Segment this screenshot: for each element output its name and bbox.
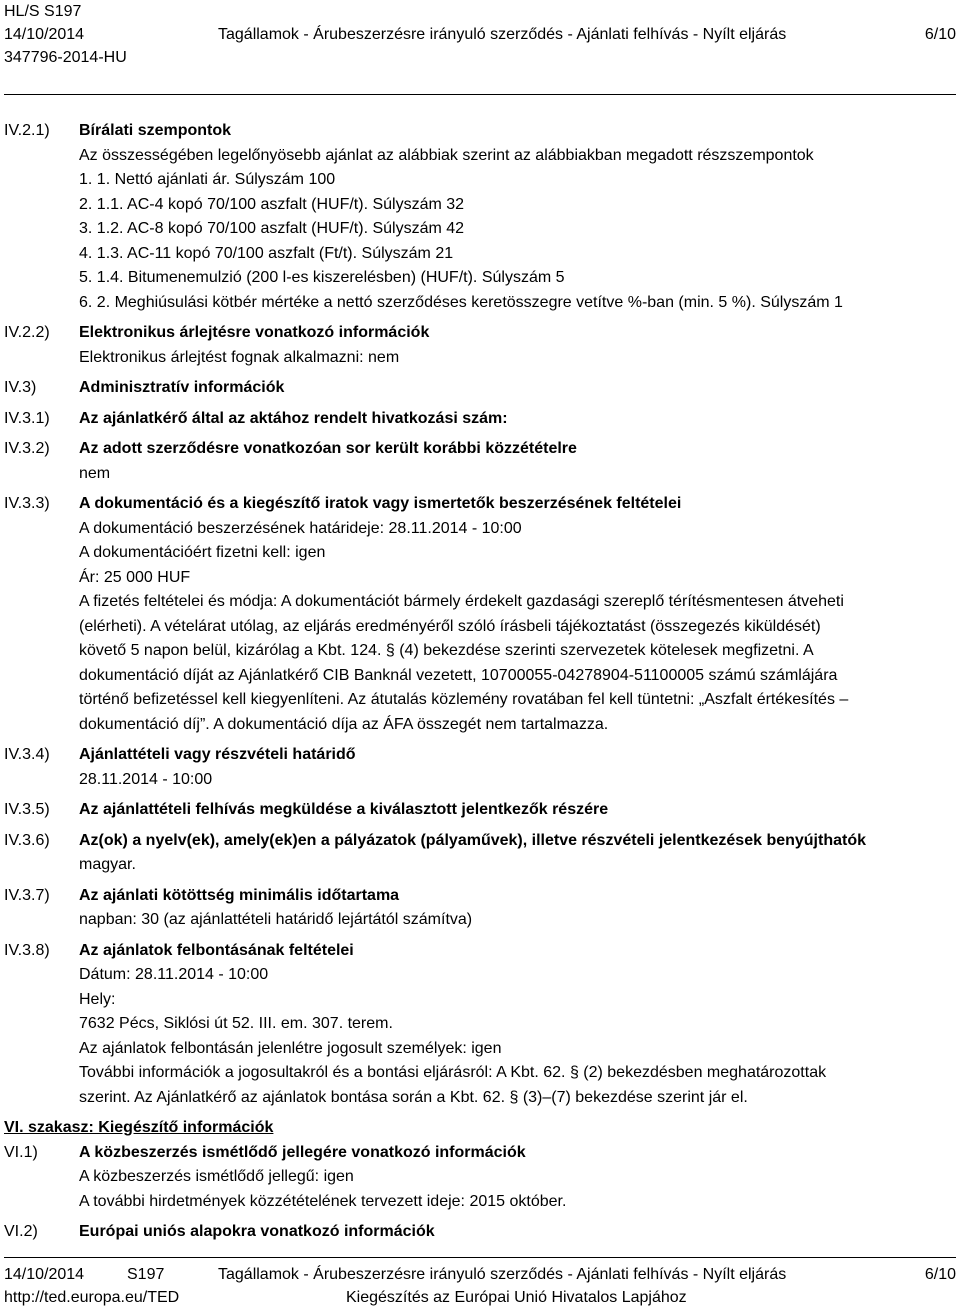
section-text-line: A dokumentáció beszerzésének határideje: 28.11.2014 - 10:00 xyxy=(79,519,522,537)
footer-divider xyxy=(4,1257,956,1258)
section-heading: Az ajánlatkérő által az aktához rendelt hivatkozási szám: xyxy=(79,409,508,427)
section-body xyxy=(79,492,956,737)
header-date: 14/10/2014 xyxy=(4,26,85,43)
header-ref: 347796-2014-HU xyxy=(4,49,127,66)
section-iv-3-6 xyxy=(4,829,956,878)
section-number: IV.3.1) xyxy=(4,409,50,427)
header-left xyxy=(4,0,127,69)
section-text-line: Dátum: 28.11.2014 - 10:00 xyxy=(79,966,269,983)
section-text-line: Az ajánlatok felbontásán jelenlétre jogosult személyek: igen xyxy=(79,1039,502,1057)
section-heading: Az ajánlattételi felhívás megküldése a kiválasztott jelentkezők részére xyxy=(79,801,609,818)
section-text-line: Elektronikus árlejtést fognak alkalmazni: nem xyxy=(79,348,400,366)
section-text-line: (elérheti). A vételárat utólag, az eljárás eredményéről szóló írásbeli tájékoztatást (összegezés kiküldését) xyxy=(79,617,821,635)
section-text-line: 3. 1.2. AC-8 kopó 70/100 aszfalt (HUF/t). Súlyszám 42 xyxy=(79,220,465,237)
page-header xyxy=(4,0,956,70)
section-text-line: A fizetés feltételei és módja: A dokumentációt bármely érdekelt gazdasági szereplő térítésmentesen átveheti xyxy=(79,593,844,610)
section-number: VI.2) xyxy=(4,1223,38,1240)
section-number: IV.3.7) xyxy=(4,886,50,904)
section-text-line: dokumentáció díj”. A dokumentáció díja az ÁFA összegét nem tartalmazza. xyxy=(79,715,609,733)
section-body xyxy=(79,939,956,1111)
section-body xyxy=(79,119,956,315)
header-page-number: 6/10 xyxy=(924,26,956,43)
section-text-line: A közbeszerzés ismétlődő jellegű: igen xyxy=(79,1168,354,1185)
section-body xyxy=(79,407,956,432)
section-number: IV.3.8) xyxy=(4,941,50,959)
section-body xyxy=(79,829,956,878)
section-heading: Az ajánlati kötöttség minimális időtartama xyxy=(79,886,400,904)
header-divider xyxy=(4,94,956,95)
section-iv-2-1 xyxy=(4,119,956,315)
footer-subtitle: Kiegészítés az Európai Unió Hivatalos Lapjához xyxy=(346,1289,687,1306)
section-heading: Európai uniós alapokra vonatkozó információk xyxy=(79,1223,435,1240)
section-text-line: 6. 2. Meghiúsulási kötbér mértéke a nettó szerződéses keretösszegre vetítve %-ban (min. 5 %). Súlyszám 1 xyxy=(79,293,843,311)
section-text-line: További információk a jogosultakról és a bontási eljárásról: A Kbt. 62. § (2) bekezdésben meghatározottak xyxy=(79,1064,827,1081)
section-number: IV.3.4) xyxy=(4,746,50,763)
section-heading: Elektronikus árlejtésre vonatkozó információk xyxy=(79,324,430,341)
footer-title: Tagállamok - Árubeszerzésre irányuló szerződés - Ajánlati felhívás - Nyílt eljárás xyxy=(218,1266,787,1283)
section-text-line: Az összességében legelőnyösebb ajánlat az alábbiak szerint az alábbiakban megadott részszempontok xyxy=(79,146,814,164)
section-text-line: A dokumentációért fizetni kell: igen xyxy=(79,544,326,561)
section-number: IV.3) xyxy=(4,379,37,396)
footer-page-number: 6/10 xyxy=(924,1266,956,1283)
section-iv-3-5 xyxy=(4,798,956,823)
section-text-line: magyar. xyxy=(79,856,136,873)
section-text-line: napban: 30 (az ajánlattételi határidő lejártától számítva) xyxy=(79,911,473,928)
footer-date: 14/10/2014 xyxy=(4,1266,85,1283)
footer-series: S197 xyxy=(127,1266,165,1283)
section-number: IV.3.5) xyxy=(4,801,50,818)
section-heading: Ajánlattételi vagy részvételi határidő xyxy=(79,746,356,763)
section-text-line: 7632 Pécs, Siklósi út 52. III. em. 307. terem. xyxy=(79,1015,393,1032)
section-vi-2 xyxy=(4,1220,956,1245)
section-text-line: Ár: 25 000 HUF xyxy=(79,568,191,586)
header-doc-id: HL/S S197 xyxy=(4,3,82,20)
section-iv-3-4 xyxy=(4,743,956,792)
section-iv-2-2 xyxy=(4,321,956,370)
section-text-line: 28.11.2014 - 10:00 xyxy=(79,770,213,788)
section-text-line: nem xyxy=(79,464,111,482)
section-body xyxy=(79,376,956,401)
footer-url[interactable]: http://ted.europa.eu/TED xyxy=(4,1289,180,1306)
section-number: IV.3.3) xyxy=(4,495,50,512)
section-body xyxy=(79,321,956,370)
section-body xyxy=(79,743,956,792)
section-body xyxy=(79,798,956,823)
section-heading: Az adott szerződésre vonatkozóan sor került korábbi közzétételre xyxy=(79,440,577,457)
section-iv-3-8 xyxy=(4,939,956,1111)
document-body xyxy=(4,119,956,1251)
section-iv-3 xyxy=(4,376,956,401)
section-iv-3-2 xyxy=(4,437,956,486)
section-number: VI.1) xyxy=(4,1143,38,1161)
section-iv-3-3 xyxy=(4,492,956,737)
section-body xyxy=(79,884,956,933)
section-heading: Bírálati szempontok xyxy=(79,122,232,139)
section-text-line: 2. 1.1. AC-4 kopó 70/100 aszfalt (HUF/t). Súlyszám 32 xyxy=(79,195,465,213)
section-heading: A közbeszerzés ismétlődő jellegére vonatkozó információk xyxy=(79,1143,526,1161)
section-heading: Adminisztratív információk xyxy=(79,379,285,396)
section-text-line: szerint. Az Ajánlatkérő az ajánlatok bontása során a Kbt. 62. § (3)–(7) bekezdése szerint jár el. xyxy=(79,1088,748,1106)
section-text-line: 4. 1.3. AC-11 kopó 70/100 aszfalt (Ft/t). Súlyszám 21 xyxy=(79,244,454,262)
section-text-line: 5. 1.4. Bitumenemulzió (200 l-es kiszerelésben) (HUF/t). Súlyszám 5 xyxy=(79,269,565,286)
section-text-line: 1. 1. Nettó ajánlati ár. Súlyszám 100 xyxy=(79,171,336,188)
section-heading: Az ajánlatok felbontásának feltételei xyxy=(79,941,354,959)
section-heading: A dokumentáció és a kiegészítő iratok vagy ismertetők beszerzésének feltételei xyxy=(79,495,682,512)
section-body xyxy=(79,437,956,486)
section-body xyxy=(79,1220,956,1245)
section-vi-1 xyxy=(4,1141,956,1215)
section-iv-3-1 xyxy=(4,407,956,432)
section-heading: Az(ok) a nyelv(ek), amely(ek)en a pályázatok (pályaművek), illetve részvételi jelentkezések benyújthatók xyxy=(79,831,866,849)
section-number: IV.3.6) xyxy=(4,831,50,849)
section-text-line: dokumentáció díját az Ajánlatkérő CIB Banknál vezetett, 10700055-04278904-51100005 számú számlájára xyxy=(79,666,838,684)
part-title: VI. szakasz: Kiegészítő információk xyxy=(4,1119,274,1136)
section-number: IV.3.2) xyxy=(4,440,50,457)
section-number: IV.2.2) xyxy=(4,324,50,341)
section-text-line: A további hirdetmények közzétételének tervezett ideje: 2015 október. xyxy=(79,1192,567,1210)
header-title: Tagállamok - Árubeszerzésre irányuló szerződés - Ajánlati felhívás - Nyílt eljárás xyxy=(218,26,787,43)
section-text-line: Hely: xyxy=(79,990,116,1008)
section-text-line: követő 5 napon belül, kizárólag a Kbt. 124. § (4) bekezdése szerinti szervezetek kötelesek megfizetni. A xyxy=(79,642,814,659)
section-text-line: történő befizetéssel kell kiegyenlíteni. Az átutalás közlemény rovatában fel kell tüntetni: „Aszfalt értékesítés – xyxy=(79,691,849,708)
section-body xyxy=(79,1141,956,1215)
section-iv-3-7 xyxy=(4,884,956,933)
section-number: IV.2.1) xyxy=(4,122,50,139)
page-footer xyxy=(4,1263,956,1311)
